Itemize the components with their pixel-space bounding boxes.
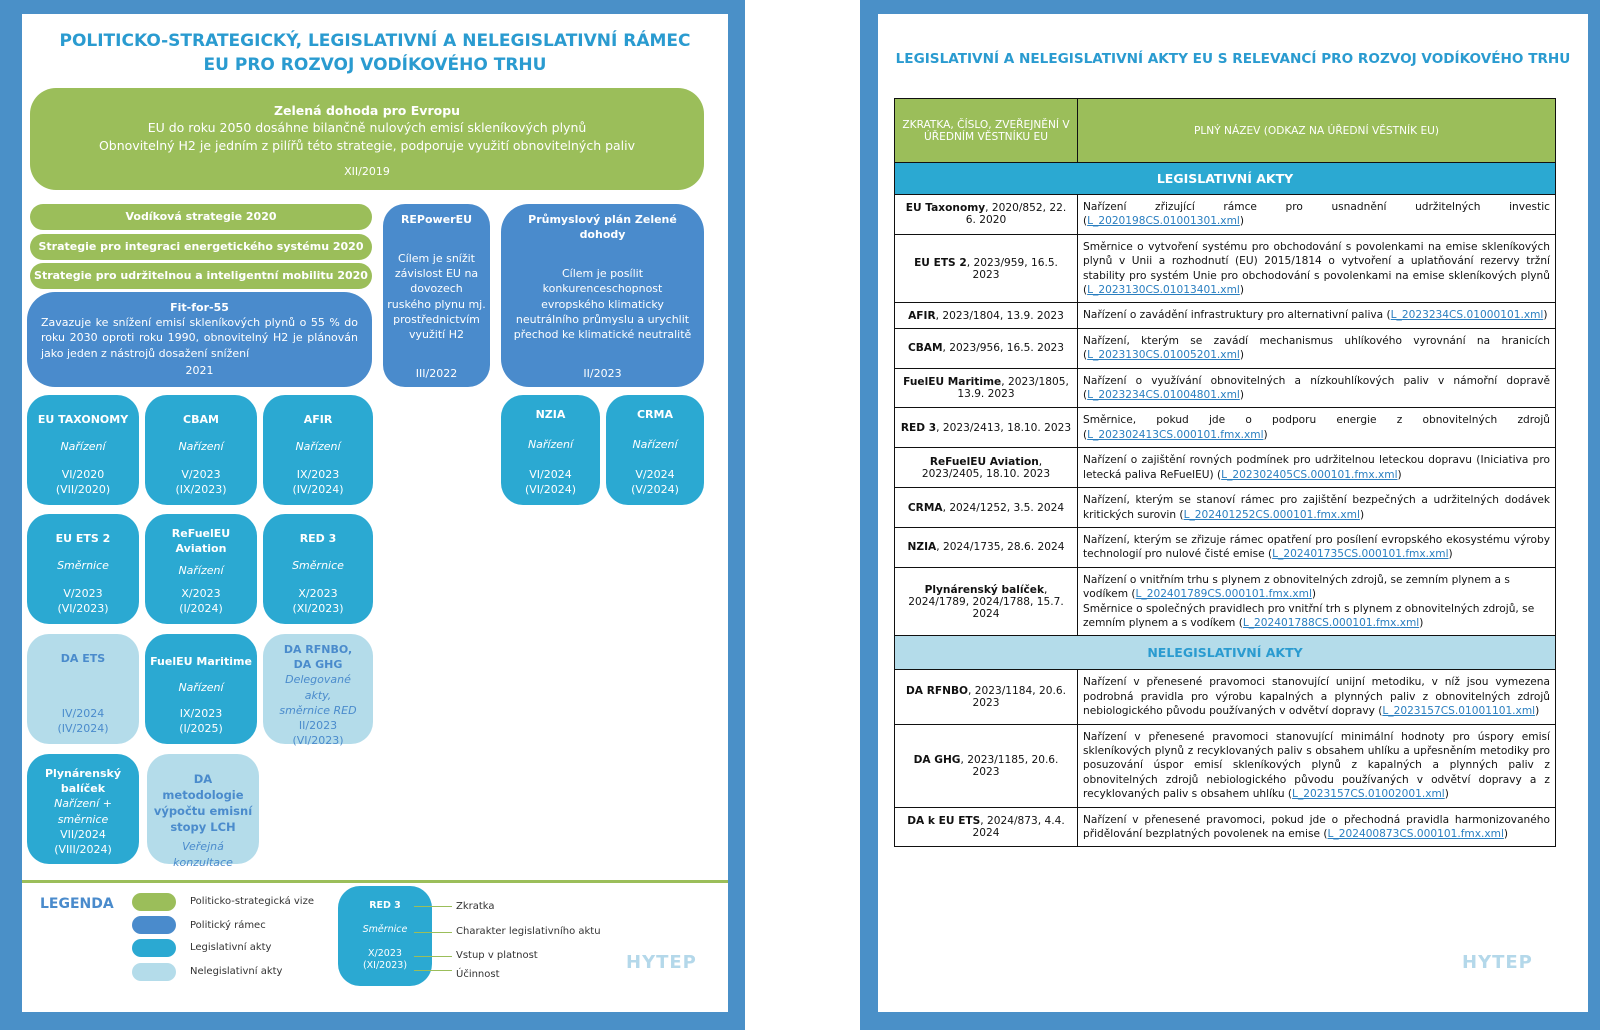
table-row	[895, 448, 1556, 488]
legend-swatch-light	[132, 963, 176, 981]
green-deal-box	[30, 88, 704, 190]
link[interactable]: L_2023130CS.01013401.xml	[1087, 284, 1240, 297]
section-nonlegislative: NELEGISLATIVNÍ AKTY	[895, 636, 1556, 670]
link[interactable]: L_202302413CS.000101.fmx.xml	[1087, 428, 1264, 441]
act-id-cell: FuelEU Maritime, 2023/1805, 13.9. 2023	[895, 368, 1078, 408]
act-id-cell: ReFuelEU Aviation, 2023/2405, 18.10. 2023	[895, 448, 1078, 488]
act-gas-package: Plynárenský balíček Nařízení + směrnice VII/2024 (VIII/2024)	[27, 754, 139, 864]
act-name-cell: Nařízení zřizující rámce pro usnadnění udržitelných investic (L_2020198CS.01001301.xml)	[1078, 195, 1556, 235]
act-afir: AFIR Nařízení IX/2023 (IV/2024)	[263, 395, 373, 505]
link[interactable]: L_202401252CS.000101.fmx.xml	[1183, 508, 1360, 521]
act-name-cell: Nařízení o zavádění infrastruktury pro alternativní paliva (L_2023234CS.01000101.xml)	[1078, 303, 1556, 328]
repower-date: III/2022	[415, 366, 458, 380]
industrial-plan-box	[501, 204, 704, 387]
legend-arrow-1	[414, 906, 452, 907]
legend-swatch-blue	[132, 916, 176, 934]
right-page	[878, 14, 1588, 1012]
act-id-cell: AFIR, 2023/1804, 13.9. 2023	[895, 303, 1078, 328]
act-crma: CRMA Nařízení V/2024 (V/2024)	[606, 395, 704, 505]
repowereu-box	[383, 204, 490, 387]
fit-text: Zavazuje ke snížení emisí skleníkových plynů o 55 % do roku 2030 oproti roku 1990, obnovitelný H2 je plánován jako jeden z nástrojů dosažení snížení	[41, 316, 358, 360]
act-eu-taxonomy: EU TAXONOMY Nařízení VI/2020 (VII/2020)	[27, 395, 139, 505]
act-refueleu-aviation: ReFuelEU Aviation Nařízení X/2023 (I/2024)	[145, 514, 257, 624]
acts-table	[894, 98, 1556, 847]
act-id-cell: RED 3, 2023/2413, 18.10. 2023	[895, 408, 1078, 448]
link[interactable]: L_2020198CS.01001301.xml	[1087, 215, 1240, 228]
legend-arrow-4	[414, 970, 452, 971]
table-row	[895, 408, 1556, 448]
act-name-cell: Nařízení v přenesené pravomoci stanovující minimální hodnoty pro úspory emisí skleníkových plynů z recyklovaných paliv s obsahem uhlíku a upřesněním metodiky pro posuzování úspor emisí skleníkových plynů z kapalných a plynných paliv z obnovitelných zdrojů nebiologického původu používaných v odvětví dopravy a z recyklovaných paliv s obsahem uhlíku (L_2023157CS.01002001.xml)	[1078, 724, 1556, 807]
link[interactable]: L_202401789CS.000101.fmx.xml	[1135, 588, 1312, 601]
legend-label-nonlegislative: Nelegislativní akty	[190, 966, 283, 977]
act-id-cell: DA k EU ETS, 2024/873, 4.4. 2024	[895, 807, 1078, 847]
table-row	[895, 303, 1556, 328]
legend-note-entry: Vstup v platnost	[456, 950, 538, 961]
link[interactable]: L_2023234CS.01000101.xml	[1390, 309, 1544, 322]
link[interactable]: L_2023130CS.01005201.xml	[1087, 349, 1240, 362]
industrial-title: Průmyslový plán Zelené dohody	[528, 213, 677, 242]
act-name-cell: Směrnice o vytvoření systému pro obchodování s povolenkami na emise skleníkových plynů v Unii a rozhodnutí (EU) 2015/1814 o vytvoření a uplatňování rezervy tržní stability pro systém Unie pro obchodování s povolenkami na emise skleníkových plynů (L_2023130CS.01013401.xml)	[1078, 234, 1556, 303]
table-row	[895, 488, 1556, 528]
act-name-cell: Nařízení, kterým se zřizuje rámec opatření pro posílení evropského ekosystému výroby technologií pro nulové čisté emise (L_202401735CS.000101.fmx.xml)	[1078, 527, 1556, 567]
hytep-logo: HYTEP	[626, 952, 697, 973]
legend-arrow-2	[414, 932, 452, 933]
act-name-cell: Směrnice, pokud jde o podporu energie z obnovitelných zdrojů (L_202302413CS.000101.fmx.xml)	[1078, 408, 1556, 448]
header-col1: ZKRATKA, ČÍSLO, ZVEŘEJNĚNÍ V ÚŘEDNÍM VĚSTNÍKU EU	[895, 99, 1078, 163]
act-id-cell: NZIA, 2024/1735, 28.6. 2024	[895, 527, 1078, 567]
act-id-cell: DA GHG, 2023/1185, 20.6. 2023	[895, 724, 1078, 807]
act-eu-ets-2: EU ETS 2 Směrnice V/2023 (VI/2023)	[27, 514, 139, 624]
act-id-cell: DA RFNBO, 2023/1184, 20.6. 2023	[895, 670, 1078, 724]
act-da-rfnbo-ghg: DA RFNBO, DA GHG Delegované akty, směrnice RED II/2023 (VI/2023)	[263, 634, 373, 744]
act-red-3: RED 3 Směrnice X/2023 (XI/2023)	[263, 514, 373, 624]
link[interactable]: L_2023234CS.01004801.xml	[1087, 389, 1240, 402]
divider	[22, 880, 728, 883]
act-name-cell: Nařízení, kterým se stanoví rámec pro zajištění bezpečných a udržitelných dodávek kritických surovin (L_202401252CS.000101.fmx.xml)	[1078, 488, 1556, 528]
table-row: Plynárenský balíček, 2024/1789, 2024/1788, 15.7. 2024 Nařízení o vnitřním trhu s plynem z obnovitelných zdrojů, se zemním plynem a s vodíkem (L_202401789CS.000101.fmx.xml) Směrnice o společných pravidlech pro vnitřní trh s plynem z obnovitelných zdrojů, se zemním plynem a s vodíkem (L_202401788CS.000101.fmx.xml)	[895, 567, 1556, 636]
strategy-energy-integration: Strategie pro integraci energetického systému 2020	[30, 234, 372, 260]
green-deal-line2: Obnovitelný H2 je jedním z pilířů této strategie, podporuje využití obnovitelných paliv	[98, 137, 636, 153]
legend-title: LEGENDA	[40, 896, 114, 912]
act-da-methodology: DA metodologie výpočtu emisní stopy LCH Veřejná konzultace	[147, 754, 259, 864]
act-id-cell: CRMA, 2024/1252, 3.5. 2024	[895, 488, 1078, 528]
legend-label-legislative: Legislativní akty	[190, 942, 272, 953]
link[interactable]: L_2023157CS.01001101.xml	[1382, 705, 1536, 718]
legislative-rows	[895, 195, 1556, 568]
nonlegislative-rows	[895, 670, 1556, 847]
legend-label-political: Politický rámec	[190, 920, 266, 931]
table-row	[895, 195, 1556, 235]
act-cbam: CBAM Nařízení V/2023 (IX/2023)	[145, 395, 257, 505]
act-name-cell: Nařízení v přenesené pravomoci, pokud jde o přechodná pravidla harmonizovaného přidělování bezplatných povolenek na emise (L_202400873CS.000101.fmx.xml)	[1078, 807, 1556, 847]
act-name-cell: Nařízení, kterým se zavádí mechanismus uhlíkového vyrovnání na hranicích (L_2023130CS.01005201.xml)	[1078, 328, 1556, 368]
legend-label-vision: Politicko-strategická vize	[190, 896, 314, 907]
header-col2: PLNÝ NÁZEV (ODKAZ NA ÚŘEDNÍ VĚSTNÍK EU)	[1078, 99, 1556, 163]
strategy-hydrogen: Vodíková strategie 2020	[30, 204, 372, 230]
table-header	[895, 99, 1556, 163]
green-deal-date: XII/2019	[344, 164, 390, 178]
fit-title: Fit-for-55	[170, 301, 229, 314]
legend-note-effect: Účinnost	[456, 969, 500, 980]
link[interactable]: L_202401788CS.000101.fmx.xml	[1242, 616, 1420, 629]
fit-for-55-box	[27, 292, 372, 387]
legend-note-type: Charakter legislativního aktu	[456, 926, 601, 937]
table-row	[895, 328, 1556, 368]
act-da-ets: DA ETS IV/2024 (IV/2024)	[27, 634, 139, 744]
link[interactable]: L_202302405CS.000101.fmx.xml	[1221, 468, 1398, 481]
green-deal-line1: EU do roku 2050 dosáhne bilančně nulových emisí skleníkových plynů	[147, 120, 587, 136]
act-fueleu-maritime: FuelEU Maritime Nařízení IX/2023 (I/2025)	[145, 634, 257, 744]
act-name-cell: Nařízení v přenesené pravomoci stanovující unijní metodiku, v níž jsou vymezena podrobná pravidla pro výrobu kapalných a plynných paliv z obnovitelných zdrojů nebiologického původu používaných v odvětví dopravy (L_2023157CS.01001101.xml)	[1078, 670, 1556, 724]
link[interactable]: L_202400873CS.000101.fmx.xml	[1327, 828, 1504, 840]
table-row	[895, 234, 1556, 303]
fit-date: 2021	[185, 363, 214, 377]
left-title: POLITICKO-STRATEGICKÝ, LEGISLATIVNÍ A NELEGISLATIVNÍ RÁMEC EU PRO ROZVOJ VODÍKOVÉHO TRHU	[59, 31, 691, 75]
section-legislative: LEGISLATIVNÍ AKTY	[895, 163, 1556, 195]
left-page	[22, 14, 728, 1012]
act-nzia: NZIA Nařízení VI/2024 (VI/2024)	[501, 395, 600, 505]
legend-example-box: RED 3 Směrnice X/2023 (XI/2023)	[338, 886, 432, 986]
table-row	[895, 527, 1556, 567]
repower-text: Cílem je snížit závislost EU na dovozech ruského plynu mj. prostřednictvím využití H2	[387, 251, 486, 341]
industrial-date: II/2023	[583, 366, 622, 380]
strategy-mobility: Strategie pro udržitelnou a inteligentní mobilitu 2020	[30, 263, 372, 289]
hytep-logo-right: HYTEP	[1462, 952, 1533, 973]
green-deal-title: Zelená dohoda pro Evropu	[273, 103, 461, 118]
table-row	[895, 724, 1556, 807]
act-name-cell: Nařízení o zajištění rovných podmínek pro udržitelnou leteckou dopravu (Iniciativa pro letecká paliva ReFuelEU) (L_202302405CS.000101.fmx.xml)	[1078, 448, 1556, 488]
table-row	[895, 670, 1556, 724]
industrial-text: Cílem je posílit konkurenceschopnost evropského klimaticky neutrálního průmyslu a urychlit přechod ke klimatické neutralitě	[513, 267, 692, 341]
act-name-cell: Nařízení o využívání obnovitelných a nízkouhlíkových paliv v námořní dopravě (L_2023234CS.01004801.xml)	[1078, 368, 1556, 408]
table-row	[895, 368, 1556, 408]
act-id-cell: EU Taxonomy, 2020/852, 22. 6. 2020	[895, 195, 1078, 235]
legend-swatch-teal	[132, 939, 176, 957]
link[interactable]: L_2023157CS.01002001.xml	[1292, 788, 1445, 801]
legend-note-abbr: Zkratka	[456, 901, 495, 912]
act-id-cell: CBAM, 2023/956, 16.5. 2023	[895, 328, 1078, 368]
repower-title: REPowerEU	[400, 213, 473, 226]
table-row	[895, 807, 1556, 847]
link[interactable]: L_202401735CS.000101.fmx.xml	[1272, 548, 1449, 561]
right-title: LEGISLATIVNÍ A NELEGISLATIVNÍ AKTY EU S RELEVANCÍ PRO ROZVOJ VODÍKOVÉHO TRHU	[895, 51, 1571, 67]
legend-swatch-green	[132, 893, 176, 911]
act-id-cell: EU ETS 2, 2023/959, 16.5. 2023	[895, 234, 1078, 303]
legend-arrow-3	[414, 956, 452, 957]
